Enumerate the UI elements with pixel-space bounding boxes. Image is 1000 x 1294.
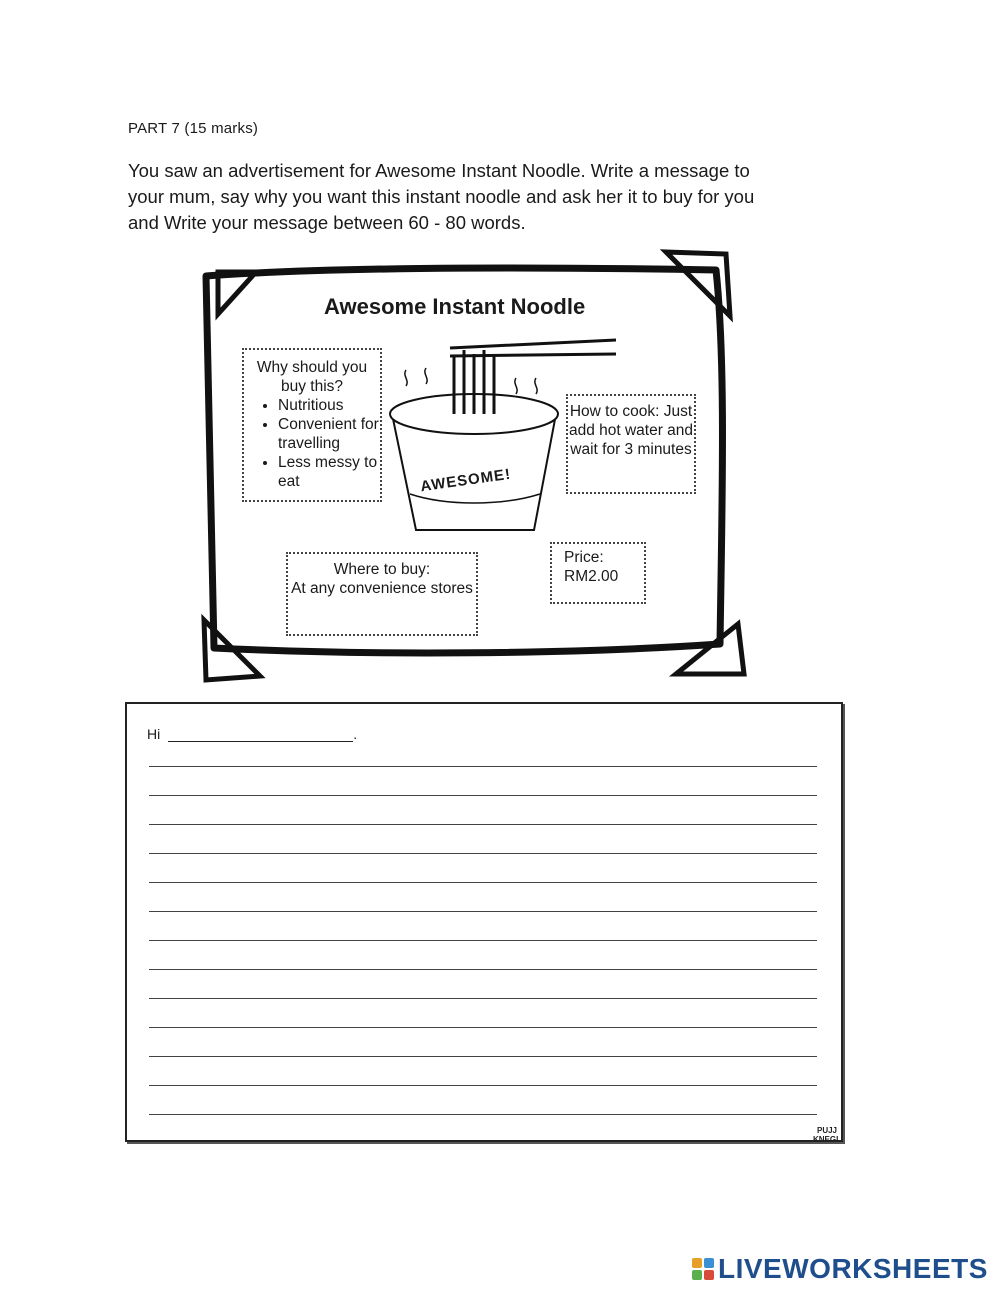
cook-box: How to cook: Just add hot water and wait for 3 minutes	[566, 394, 696, 494]
ad-title: Awesome Instant Noodle	[324, 294, 586, 319]
writing-line[interactable]	[149, 853, 817, 854]
logo-tile	[704, 1258, 714, 1268]
logo-icon	[692, 1258, 714, 1280]
price-label: Price:	[564, 549, 604, 566]
where-to-buy-box	[286, 552, 478, 636]
writing-line[interactable]	[149, 1114, 817, 1115]
benefit-item: • Less messy to eat	[278, 453, 380, 491]
buy-text: At any convenience stores	[291, 580, 473, 597]
writing-line[interactable]	[149, 969, 817, 970]
benefit-item: • Convenient for travelling	[278, 415, 380, 453]
writing-line[interactable]	[149, 766, 817, 767]
price-box	[550, 542, 646, 604]
writing-line[interactable]	[149, 1085, 817, 1086]
price-value: RM2.00	[564, 568, 619, 585]
brand-name: LIVEWORKSHEETS	[718, 1253, 988, 1284]
why-title: Why should you buy this?	[256, 359, 368, 395]
logo-tile	[692, 1270, 702, 1280]
greeting: Hi	[147, 726, 161, 742]
logo-tile	[692, 1258, 702, 1268]
instruction-line: You saw an advertisement for Awesome Instant Noodle. Write a message to	[128, 160, 750, 181]
writing-line[interactable]	[149, 1027, 817, 1028]
benefit-item: • Nutritious	[278, 396, 380, 415]
liveworksheets-logo[interactable]	[692, 1253, 988, 1285]
writing-line[interactable]	[149, 940, 817, 941]
advertisement	[196, 244, 756, 684]
publisher-stamp: PUJJ KNEGL	[813, 1126, 841, 1144]
writing-line[interactable]	[149, 911, 817, 912]
greeting-line	[147, 726, 357, 742]
message-box	[125, 702, 843, 1142]
writing-line[interactable]	[149, 795, 817, 796]
instruction-line: your mum, say why you want this instant noodle and ask her it to buy for you	[128, 186, 755, 207]
logo-tile	[704, 1270, 714, 1280]
instructions	[128, 158, 848, 236]
buy-title: Where to buy:	[333, 561, 431, 578]
why-box	[242, 348, 382, 502]
writing-line[interactable]	[149, 824, 817, 825]
benefit-list	[244, 396, 380, 491]
name-blank[interactable]	[168, 727, 353, 742]
writing-line[interactable]	[149, 998, 817, 999]
writing-line[interactable]	[149, 1056, 817, 1057]
cup-label: AWESOME!	[419, 465, 513, 496]
greeting-suffix: .	[353, 726, 358, 742]
instruction-line: and Write your message between 60 - 80 words.	[128, 212, 526, 233]
part-heading: PART 7 (15 marks)	[128, 120, 259, 137]
writing-line[interactable]	[149, 882, 817, 883]
